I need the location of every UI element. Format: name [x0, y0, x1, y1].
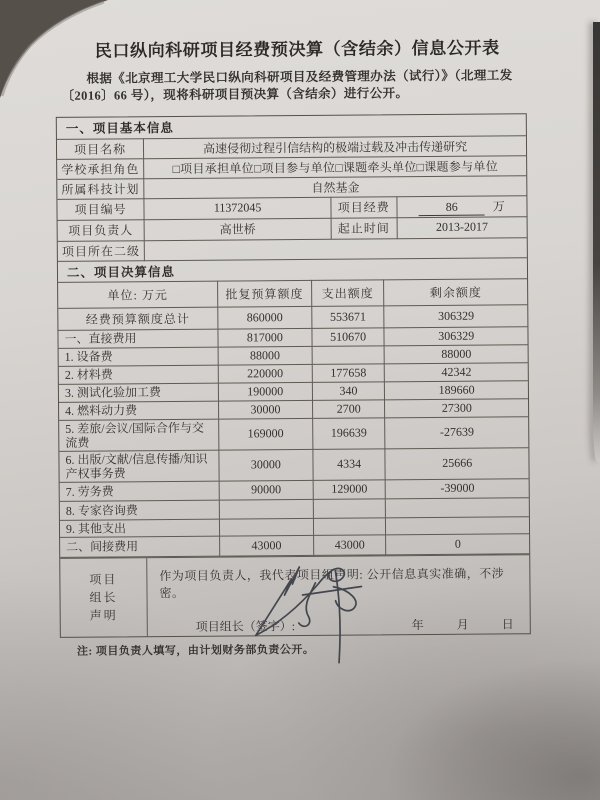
budget-row-publication-ip: [59, 447, 528, 482]
approved-amount: 30000: [218, 400, 312, 419]
approved-amount: 190000: [218, 382, 312, 401]
budget-row-label: 经费预算额度总计: [58, 307, 218, 330]
funds-unit: 万: [492, 198, 505, 213]
declaration-side-label: [60, 558, 148, 637]
budget-col-header-remaining: 剩余额度: [384, 278, 527, 305]
section-1-header: 一、项目基本信息: [57, 114, 526, 139]
side-label-line: 声明: [89, 607, 118, 623]
photo-paper-right-edge: [593, 22, 600, 462]
project-name-value: 高速侵彻过程引信结构的极端过载及冲击传递研究: [144, 135, 526, 158]
funds-amount: 86: [419, 199, 485, 216]
budget-row-label: 9. 其他支出: [60, 519, 220, 537]
budget-row-label: 5. 差旅/会议/国际合作与交流费: [59, 419, 219, 451]
budget-row-travel-meetings: [59, 416, 528, 451]
budget-col-header-approved: 批复预算额度: [218, 280, 312, 307]
date-fields: [412, 615, 530, 633]
school-role-checkbox-options: □项目承担单位□项目参与单位□课题牵头单位□课题参与单位: [144, 155, 526, 178]
approved-amount: [219, 499, 313, 519]
budget-row-label: 6. 出版/文献/信息传播/知识产权事务费: [59, 450, 219, 482]
approved-amount: 90000: [219, 480, 313, 500]
school-role-label: 学校承担角色: [57, 158, 144, 179]
budget-col-header-spent: 支出额度: [311, 279, 384, 306]
form-table: [56, 113, 531, 637]
spent-amount: 177658: [312, 363, 385, 382]
spent-amount: 340: [312, 381, 385, 400]
spent-amount: [313, 517, 386, 535]
approved-amount: 860000: [218, 306, 312, 329]
budget-row-label: 8. 专家咨询费: [60, 500, 220, 520]
month-label: 月: [456, 617, 469, 632]
remaining-amount: 42342: [385, 362, 528, 381]
approved-amount: 817000: [218, 328, 312, 347]
approved-amount: 88000: [218, 346, 312, 365]
approved-amount: 220000: [218, 364, 312, 383]
leader-declaration-row: [60, 554, 530, 637]
side-label-line: 项目: [89, 571, 118, 587]
budget-row-label: 2. 材料费: [59, 365, 219, 384]
budget-row-label: 7. 劳务费: [60, 481, 220, 501]
science-plan-label: 所属科技计划: [57, 178, 144, 199]
declaration-statement: 作为项目负责人，我代表项目组声明: 公开信息真实准确，不涉密。: [159, 565, 505, 600]
spent-amount: 129000: [313, 479, 386, 499]
spent-amount: 43000: [313, 534, 386, 555]
spent-amount: 2700: [312, 399, 385, 418]
year-label: 年: [411, 617, 424, 632]
day-label: 日: [501, 616, 514, 631]
spent-amount: 196639: [312, 417, 385, 449]
remaining-amount: -39000: [386, 478, 529, 498]
budget-col-header-unit: 单位: 万元: [58, 281, 218, 308]
basic-info-table: [57, 114, 527, 261]
remaining-amount: 25666: [385, 447, 528, 479]
spent-amount: 510670: [312, 327, 385, 346]
remaining-amount: 306329: [384, 304, 527, 327]
remaining-amount: -27639: [385, 416, 528, 448]
project-code-label: 项目编号: [57, 198, 144, 220]
project-funds-value: [396, 195, 526, 217]
budget-row-label: 1. 设备费: [59, 347, 219, 366]
remaining-amount: [386, 516, 529, 534]
project-code-value: 11372045: [144, 197, 331, 219]
remaining-amount: [386, 497, 529, 517]
budget-row-label: 一、直接费用: [58, 329, 218, 348]
budget-row-label: 4. 燃料动力费: [59, 401, 219, 420]
intro-line-1: 根据《北京理工大学民口纵向科研项目及经费管理办法（试行）》（北理工发: [86, 68, 513, 86]
remaining-amount: 189660: [385, 380, 528, 399]
spent-amount: 553671: [312, 305, 385, 328]
side-label-line: 组长: [89, 589, 118, 605]
remaining-amount: 88000: [385, 344, 528, 363]
project-name-label: 项目名称: [57, 138, 144, 159]
section-2-header: 二、项目决算信息: [58, 258, 527, 282]
approved-amount: 43000: [220, 535, 314, 556]
photo-background-corner: [0, 0, 140, 120]
signature-line: [148, 615, 530, 635]
project-leader-value: 高世桥: [144, 218, 331, 240]
budget-table: [58, 258, 529, 558]
spent-amount: 4334: [313, 448, 386, 480]
intro-line-2: 〔2016〕66 号），现将科研项目预决算（含结余）进行公开。: [61, 86, 409, 103]
document-title: 民口纵向科研项目经费预决算（含结余）信息公开表: [94, 38, 500, 61]
period-value: 2013-2017: [397, 216, 527, 238]
declaration-content: [147, 555, 530, 636]
remaining-amount: 306329: [384, 326, 527, 345]
remaining-amount: 0: [386, 533, 529, 554]
approved-amount: 169000: [219, 418, 313, 450]
spent-amount: [312, 345, 385, 364]
spent-amount: [313, 498, 386, 518]
remaining-amount: 27300: [385, 398, 528, 417]
footnote: 注: 项目负责人填写，由计划财务部负责公开。: [76, 643, 315, 658]
approved-amount: 30000: [219, 449, 313, 481]
approved-amount: [219, 518, 313, 536]
budget-row-label: 3. 测试化验加工费: [59, 383, 219, 402]
period-label: 起止时间: [331, 217, 397, 239]
project-leader-label: 项目负责人: [58, 219, 145, 241]
budget-row-label: 二、间接费用: [60, 536, 220, 557]
sign-here-label: 项目组长（签字）:: [195, 618, 296, 634]
secondary-unit-label: 项目所在二级: [58, 240, 145, 261]
science-plan-value: 自然基金: [144, 175, 526, 198]
secondary-unit-value: [144, 237, 526, 260]
project-funds-label: 项目经费: [331, 196, 397, 218]
